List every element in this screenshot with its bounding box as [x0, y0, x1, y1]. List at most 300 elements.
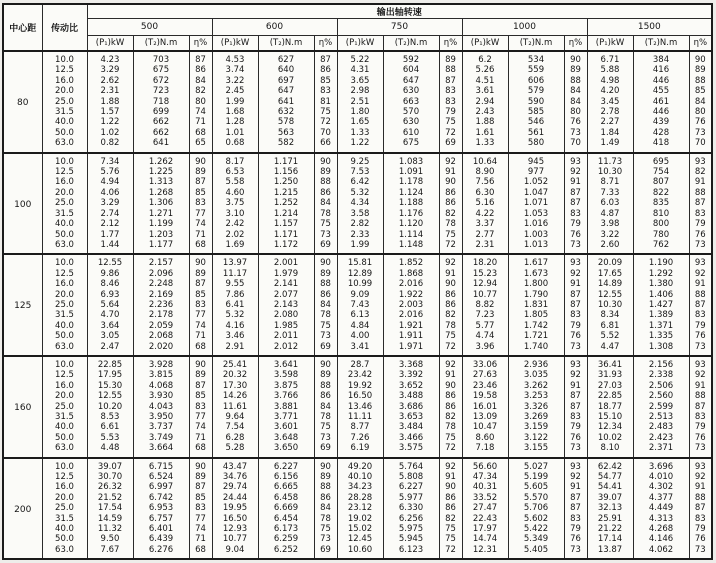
efficiency-cell: 73	[314, 433, 337, 443]
torque-cell: 4.313	[633, 514, 689, 524]
efficiency-cell: 80	[564, 107, 587, 117]
header-row-subcolumns	[3, 36, 712, 52]
torque-header: (T₂)N.m	[508, 36, 564, 52]
efficiency-cell: 87	[564, 402, 587, 412]
torque-cell: 1.199	[133, 219, 189, 229]
torque-cell: 2.141	[258, 279, 314, 289]
efficiency-cell: 76	[564, 331, 587, 341]
efficiency-cell: 78	[314, 209, 337, 219]
efficiency-cell: 73	[689, 240, 712, 254]
efficiency-cell: 84	[689, 97, 712, 107]
torque-cell: 2.371	[633, 443, 689, 457]
power-cell: 9.04	[212, 545, 258, 559]
torque-cell: 2.338	[633, 370, 689, 380]
power-cell: 5.32	[212, 310, 258, 320]
torque-cell: 4.062	[633, 545, 689, 559]
ratio-cell: 20.0	[42, 493, 87, 503]
power-cell: 11.17	[212, 269, 258, 279]
torque-cell: 3.641	[258, 356, 314, 370]
torque-cell: 1.225	[133, 167, 189, 177]
efficiency-cell: 89	[314, 269, 337, 279]
efficiency-cell: 83	[564, 412, 587, 422]
efficiency-cell: 73	[314, 331, 337, 341]
power-cell: 13.87	[587, 545, 633, 559]
ratio-cell: 25.0	[42, 503, 87, 513]
ratio-cell: 10.0	[42, 254, 87, 268]
torque-cell: 2.236	[133, 300, 189, 310]
power-cell: 7.54	[212, 422, 258, 432]
efficiency-cell: 90	[314, 356, 337, 370]
efficiency-cell: 79	[564, 524, 587, 534]
torque-cell: 6.439	[133, 534, 189, 544]
efficiency-cell: 73	[314, 534, 337, 544]
table-row	[3, 331, 712, 341]
efficiency-cell: 90	[314, 153, 337, 167]
torque-cell: 2.178	[133, 310, 189, 320]
efficiency-cell: 76	[564, 230, 587, 240]
power-cell: 6.42	[337, 177, 383, 187]
efficiency-header: η%	[189, 36, 212, 52]
table-row	[3, 514, 712, 524]
power-cell: 2.33	[337, 230, 383, 240]
power-cell: 17.97	[462, 524, 508, 534]
power-cell: 3.46	[212, 331, 258, 341]
power-cell: 8.71	[587, 177, 633, 187]
torque-cell: 2.506	[633, 381, 689, 391]
power-cell: 2.94	[462, 97, 508, 107]
power-cell: 24.44	[212, 493, 258, 503]
efficiency-cell: 90	[189, 458, 212, 472]
efficiency-cell: 88	[689, 76, 712, 86]
efficiency-cell: 88	[314, 279, 337, 289]
ratio-header: 传动比	[42, 4, 87, 51]
efficiency-cell: 74	[189, 107, 212, 117]
torque-cell: 822	[633, 188, 689, 198]
efficiency-cell: 91	[439, 472, 462, 482]
torque-cell: 546	[508, 117, 564, 127]
efficiency-cell: 93	[564, 356, 587, 370]
power-cell: 7.26	[337, 433, 383, 443]
power-cell: 4.00	[337, 331, 383, 341]
power-cell: 1.57	[87, 107, 133, 117]
torque-cell: 1.971	[383, 342, 439, 356]
efficiency-cell: 87	[689, 198, 712, 208]
torque-cell: 6.173	[258, 524, 314, 534]
torque-cell: 580	[508, 138, 564, 152]
efficiency-cell: 72	[439, 128, 462, 138]
torque-cell: 2.513	[633, 412, 689, 422]
torque-cell: 1.176	[383, 209, 439, 219]
torque-cell: 1.427	[633, 300, 689, 310]
ratio-cell: 50.0	[42, 230, 87, 240]
power-cell: 8.53	[87, 412, 133, 422]
power-cell: 17.95	[87, 370, 133, 380]
power-cell: 2.62	[87, 76, 133, 86]
efficiency-cell: 72	[314, 117, 337, 127]
torque-cell: 6.454	[258, 514, 314, 524]
ratio-cell: 10.0	[42, 458, 87, 472]
efficiency-cell: 85	[189, 290, 212, 300]
power-cell: 4.60	[212, 188, 258, 198]
efficiency-cell: 90	[189, 356, 212, 370]
table-row	[3, 279, 712, 289]
torque-cell: 3.269	[508, 412, 564, 422]
table-row	[3, 97, 712, 107]
table-row	[3, 240, 712, 254]
torque-cell: 5.422	[508, 524, 564, 534]
torque-cell: 3.653	[383, 412, 439, 422]
power-cell: 3.37	[462, 219, 508, 229]
torque-cell: 578	[258, 117, 314, 127]
torque-cell: 446	[633, 76, 689, 86]
torque-cell: 561	[508, 128, 564, 138]
efficiency-cell: 68	[189, 128, 212, 138]
efficiency-cell: 87	[689, 503, 712, 513]
torque-cell: 1.013	[508, 240, 564, 254]
power-cell: 7.18	[462, 443, 508, 457]
power-cell: 1.88	[462, 117, 508, 127]
efficiency-cell: 91	[439, 269, 462, 279]
power-cell: 1.68	[212, 107, 258, 117]
torque-cell: 3.650	[258, 443, 314, 457]
power-cell: 27.03	[587, 381, 633, 391]
efficiency-cell: 72	[439, 443, 462, 457]
torque-cell: 1.740	[508, 342, 564, 356]
efficiency-cell: 92	[689, 269, 712, 279]
torque-cell: 1.052	[508, 177, 564, 187]
torque-cell: 1.268	[133, 188, 189, 198]
torque-cell: 2.016	[383, 310, 439, 320]
efficiency-cell: 86	[439, 493, 462, 503]
power-cell: 8.34	[587, 310, 633, 320]
power-cell: 30.70	[87, 472, 133, 482]
torque-cell: 579	[508, 86, 564, 96]
power-cell: 13.46	[337, 402, 383, 412]
torque-cell: 945	[508, 153, 564, 167]
power-cell: 43.47	[212, 458, 258, 472]
power-cell: 14.89	[587, 279, 633, 289]
efficiency-cell: 92	[689, 472, 712, 482]
power-cell: 7.56	[462, 177, 508, 187]
power-cell: 12.34	[587, 422, 633, 432]
table-row	[3, 290, 712, 300]
power-cell: 4.16	[212, 321, 258, 331]
center-distance-cell: 125	[3, 254, 42, 356]
ratio-cell: 16.0	[42, 279, 87, 289]
efficiency-cell: 68	[189, 240, 212, 254]
ratio-cell: 16.0	[42, 177, 87, 187]
efficiency-cell: 88	[314, 177, 337, 187]
power-cell: 0.68	[212, 138, 258, 152]
efficiency-cell: 86	[439, 290, 462, 300]
torque-cell: 1.617	[508, 254, 564, 268]
torque-cell: 1.171	[258, 153, 314, 167]
torque-cell: 1.053	[508, 209, 564, 219]
power-cell: 3.74	[212, 65, 258, 75]
torque-cell: 1.047	[508, 188, 564, 198]
power-cell: 12.55	[87, 254, 133, 268]
efficiency-cell: 83	[689, 514, 712, 524]
efficiency-cell: 93	[564, 153, 587, 167]
torque-cell: 640	[258, 65, 314, 75]
power-cell: 15.02	[337, 524, 383, 534]
power-cell: 15.30	[87, 381, 133, 391]
power-cell: 33.52	[462, 493, 508, 503]
power-cell: 3.65	[337, 76, 383, 86]
power-cell: 2.74	[87, 209, 133, 219]
efficiency-cell: 73	[564, 545, 587, 559]
efficiency-cell: 75	[314, 422, 337, 432]
torque-cell: 1.172	[258, 240, 314, 254]
table-row	[3, 356, 712, 370]
efficiency-cell: 83	[564, 209, 587, 219]
efficiency-cell: 91	[439, 370, 462, 380]
efficiency-cell: 86	[439, 188, 462, 198]
efficiency-cell: 75	[314, 321, 337, 331]
power-cell: 17.14	[587, 534, 633, 544]
torque-cell: 4.377	[633, 493, 689, 503]
torque-cell: 4.146	[633, 534, 689, 544]
power-cell: 39.07	[87, 458, 133, 472]
torque-cell: 1.721	[508, 331, 564, 341]
efficiency-cell: 83	[564, 514, 587, 524]
efficiency-cell: 75	[439, 534, 462, 544]
power-cell: 6.03	[587, 198, 633, 208]
torque-cell: 1.083	[383, 153, 439, 167]
power-cell: 40.10	[337, 472, 383, 482]
table-row	[3, 254, 712, 268]
torque-cell: 3.368	[383, 356, 439, 370]
ratio-cell: 20.0	[42, 290, 87, 300]
efficiency-cell: 74	[189, 321, 212, 331]
efficiency-cell: 83	[189, 300, 212, 310]
torque-cell: 6.330	[383, 503, 439, 513]
efficiency-cell: 73	[564, 128, 587, 138]
power-cell: 12.93	[212, 524, 258, 534]
power-cell: 10.99	[337, 279, 383, 289]
efficiency-cell: 75	[439, 433, 462, 443]
power-cell: 10.20	[87, 402, 133, 412]
efficiency-cell: 79	[439, 107, 462, 117]
power-cell: 4.48	[87, 443, 133, 457]
torque-cell: 1.406	[633, 290, 689, 300]
table-row	[3, 128, 712, 138]
torque-cell: 3.950	[133, 412, 189, 422]
torque-cell: 1.177	[133, 240, 189, 254]
torque-cell: 6.524	[133, 472, 189, 482]
efficiency-cell: 87	[564, 493, 587, 503]
torque-cell: 559	[508, 65, 564, 75]
efficiency-cell: 76	[689, 230, 712, 240]
torque-cell: 807	[633, 177, 689, 187]
efficiency-cell: 87	[689, 300, 712, 310]
efficiency-cell: 78	[439, 422, 462, 432]
efficiency-cell: 81	[314, 97, 337, 107]
table-row	[3, 402, 712, 412]
power-cell: 1.02	[87, 128, 133, 138]
power-cell: 4.74	[462, 331, 508, 341]
torque-header: (T₂)N.m	[383, 36, 439, 52]
efficiency-cell: 80	[189, 97, 212, 107]
power-cell: 10.47	[462, 422, 508, 432]
efficiency-cell: 85	[314, 76, 337, 86]
torque-cell: 1.831	[508, 300, 564, 310]
efficiency-cell: 83	[689, 412, 712, 422]
efficiency-cell: 83	[189, 402, 212, 412]
efficiency-cell: 78	[314, 310, 337, 320]
torque-cell: 3.575	[383, 443, 439, 457]
table-row	[3, 51, 712, 65]
power-cell: 4.20	[587, 86, 633, 96]
efficiency-cell: 89	[689, 65, 712, 75]
torque-cell: 590	[508, 97, 564, 107]
ratio-cell: 12.5	[42, 370, 87, 380]
torque-cell: 1.252	[258, 198, 314, 208]
efficiency-cell: 86	[314, 188, 337, 198]
torque-cell: 1.313	[133, 177, 189, 187]
torque-cell: 6.757	[133, 514, 189, 524]
torque-cell: 4.043	[133, 402, 189, 412]
ratio-cell: 50.0	[42, 433, 87, 443]
torque-cell: 6.156	[258, 472, 314, 482]
ratio-cell: 16.0	[42, 482, 87, 492]
torque-cell: 6.665	[258, 482, 314, 492]
table-row	[3, 381, 712, 391]
torque-cell: 3.601	[258, 422, 314, 432]
efficiency-header: η%	[314, 36, 337, 52]
ratio-cell: 63.0	[42, 545, 87, 559]
torque-cell: 1.742	[508, 321, 564, 331]
table-row	[3, 503, 712, 513]
torque-cell: 835	[633, 198, 689, 208]
power-cell: 49.20	[337, 458, 383, 472]
efficiency-cell: 87	[564, 290, 587, 300]
power-cell: 4.51	[462, 76, 508, 86]
efficiency-cell: 78	[439, 321, 462, 331]
power-cell: 4.98	[587, 76, 633, 86]
torque-cell: 1.308	[633, 342, 689, 356]
efficiency-cell: 87	[564, 300, 587, 310]
power-cell: 4.06	[87, 188, 133, 198]
power-header: (P₁)kW	[212, 36, 258, 52]
torque-cell: 3.466	[383, 433, 439, 443]
power-cell: 1.65	[337, 117, 383, 127]
power-cell: 8.60	[462, 433, 508, 443]
torque-cell: 4.302	[633, 482, 689, 492]
efficiency-cell: 90	[439, 279, 462, 289]
torque-cell: 3.930	[133, 391, 189, 401]
power-cell: 6.28	[212, 433, 258, 443]
power-cell: 9.64	[212, 412, 258, 422]
header-row-top	[3, 4, 712, 19]
ratio-cell: 10.0	[42, 51, 87, 65]
ratio-cell: 25.0	[42, 97, 87, 107]
efficiency-cell: 92	[564, 472, 587, 482]
power-cell: 18.77	[587, 402, 633, 412]
ratio-cell: 25.0	[42, 300, 87, 310]
power-cell: 7.34	[87, 153, 133, 167]
output-speed-header: 输出轴转速	[87, 4, 712, 19]
power-cell: 1.01	[212, 128, 258, 138]
table-row	[3, 482, 712, 492]
table-row	[3, 342, 712, 356]
torque-cell: 416	[633, 65, 689, 75]
efficiency-cell: 88	[564, 76, 587, 86]
power-cell: 4.22	[462, 209, 508, 219]
torque-cell: 3.262	[508, 381, 564, 391]
torque-cell: 570	[383, 107, 439, 117]
torque-cell: 6.715	[133, 458, 189, 472]
power-cell: 5.16	[462, 198, 508, 208]
power-cell: 4.94	[87, 177, 133, 187]
torque-cell: 5.199	[508, 472, 564, 482]
torque-cell: 1.114	[383, 230, 439, 240]
power-cell: 18.20	[462, 254, 508, 268]
power-cell: 2.47	[87, 342, 133, 356]
torque-cell: 6.276	[133, 545, 189, 559]
efficiency-cell: 76	[689, 534, 712, 544]
power-cell: 7.43	[337, 300, 383, 310]
power-cell: 1.22	[337, 138, 383, 152]
efficiency-cell: 93	[564, 458, 587, 472]
power-cell: 2.31	[87, 86, 133, 96]
efficiency-cell: 83	[439, 97, 462, 107]
efficiency-cell: 89	[314, 370, 337, 380]
torque-cell: 1.148	[383, 240, 439, 254]
efficiency-cell: 86	[189, 65, 212, 75]
power-cell: 20.09	[587, 254, 633, 268]
torque-cell: 675	[133, 65, 189, 75]
efficiency-cell: 69	[439, 138, 462, 152]
efficiency-cell: 70	[564, 138, 587, 152]
power-cell: 12.45	[337, 534, 383, 544]
efficiency-cell: 83	[189, 503, 212, 513]
ratio-cell: 50.0	[42, 128, 87, 138]
table-row	[3, 300, 712, 310]
power-cell: 11.61	[212, 402, 258, 412]
power-cell: 1.49	[587, 138, 633, 152]
torque-cell: 2.483	[633, 422, 689, 432]
power-cell: 7.53	[337, 167, 383, 177]
efficiency-cell: 79	[689, 422, 712, 432]
power-cell: 3.05	[87, 331, 133, 341]
efficiency-cell: 86	[439, 300, 462, 310]
table-row	[3, 534, 712, 544]
power-cell: 32.13	[587, 503, 633, 513]
power-cell: 2.43	[462, 107, 508, 117]
power-cell: 4.87	[587, 209, 633, 219]
efficiency-cell: 87	[564, 188, 587, 198]
power-cell: 5.76	[87, 167, 133, 177]
torque-cell: 1.171	[258, 230, 314, 240]
efficiency-cell: 85	[189, 188, 212, 198]
efficiency-cell: 76	[689, 331, 712, 341]
torque-header: (T₂)N.m	[633, 36, 689, 52]
power-header: (P₁)kW	[337, 36, 383, 52]
efficiency-cell: 87	[189, 279, 212, 289]
torque-cell: 662	[133, 117, 189, 127]
efficiency-cell: 83	[689, 310, 712, 320]
efficiency-cell: 84	[189, 76, 212, 86]
ratio-cell: 50.0	[42, 534, 87, 544]
table-row	[3, 209, 712, 219]
power-cell: 2.27	[587, 117, 633, 127]
center-distance-header: 中心距	[3, 4, 42, 51]
power-cell: 1.44	[87, 240, 133, 254]
efficiency-cell: 89	[189, 269, 212, 279]
power-cell: 23.42	[337, 370, 383, 380]
ratio-cell: 31.5	[42, 209, 87, 219]
